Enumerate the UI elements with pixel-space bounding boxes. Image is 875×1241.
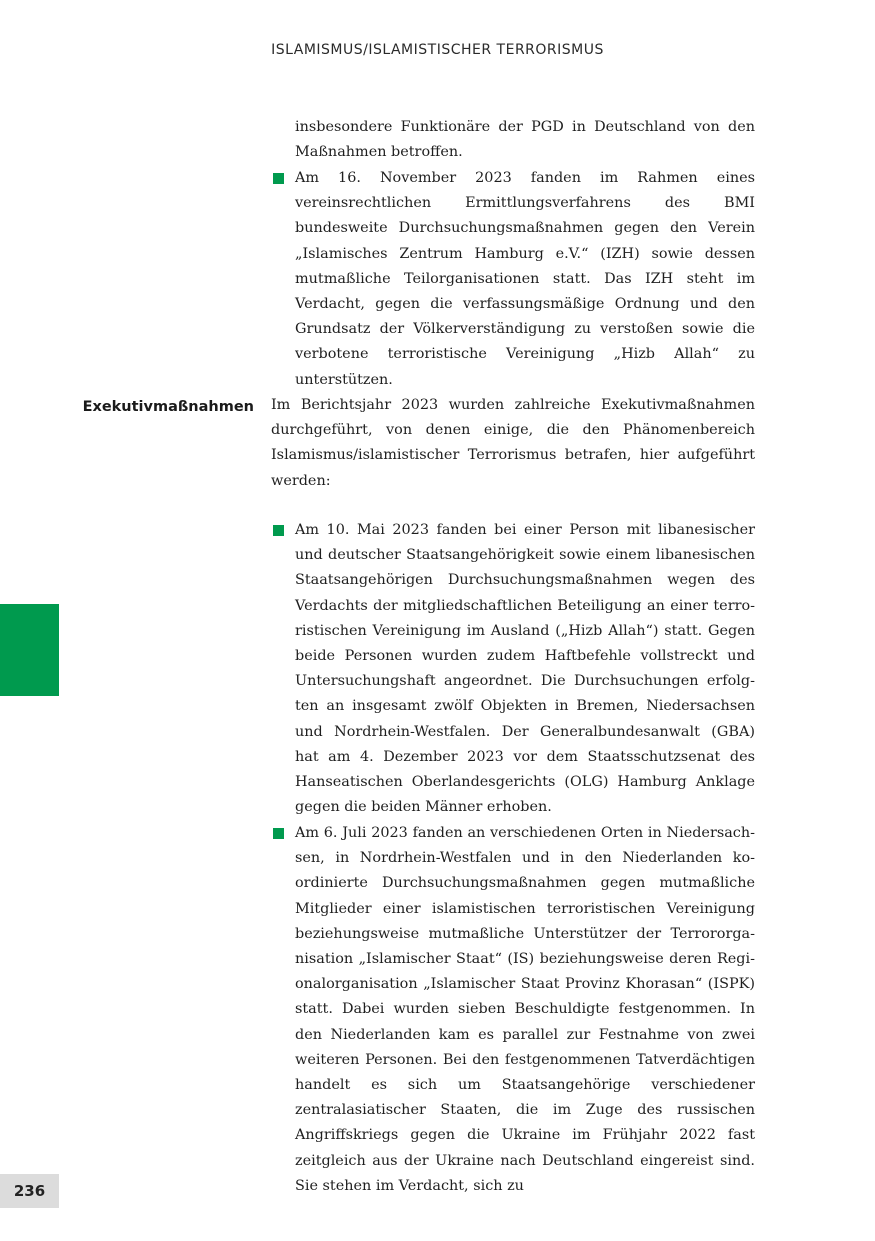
- green-square-bullet-icon: [273, 828, 284, 839]
- page-number: 236: [0, 1174, 59, 1208]
- list-item-july: [271, 821, 755, 1199]
- list-item-may: [271, 518, 755, 820]
- green-square-bullet-icon: [273, 525, 284, 536]
- list-item-text: Am 6. Juli 2023 fanden an verschiedenen Orten in Niedersachsen, in Nordrhein-Westfalen und in den Niederlanden koordinierte Durchsuchungsmaßnahmen gegen mutmaßliche Mitglieder einer islamistischen terroristischen Vereinigung beziehungsweise mutmaßliche Unterstützer der Terrororganisation „Islamischer Staat“ (IS) beziehungsweise deren Regionalorganisation „Islamischer Staat Provinz Khorasan“ (ISPK) statt. Dabei wurden sieben Beschuldigte festgenommen. In den Niederlanden kam es parallel zur Festnahme von zwei weiteren Personen. Bei den festgenommenen Tatverdächtigen handelt es sich um Staatsangehörige verschiedener zentralasiatischer Staaten, die im Zuge des russischen Angriffskriegs gegen die Ukraine im Frühjahr 2022 fast zeitgleich aus der Ukraine nach Deutschland eingereist sind. Sie stehen im Verdacht, sich zu: [295, 825, 755, 1194]
- continued-paragraph: insbesondere Funktionäre der PGD in Deutschland von den Maßnahmen betroffen.: [295, 119, 755, 161]
- list-item-text: Am 16. November 2023 fanden im Rahmen eines vereinsrechtlichen Ermittlungsverfahrens des BMI bundesweite Durchsuchungsmaßnahmen gegen den Verein „Islamisches Zentrum Hamburg e.V.“ (IZH) sowie dessen mutmaßliche Teilorganisationen statt. Das IZH steht im Verdacht, gegen die verfassungsmäßige Ordnung und den Grundsatz der Völkerverständigung zu verstoßen sowie die verbotene terroristische Vereinigung „Hizb Allah“ zu unterstützen.: [295, 170, 755, 388]
- chapter-tab-marker: [0, 604, 59, 696]
- green-square-bullet-icon: [273, 173, 284, 184]
- list-item-text: Am 10. Mai 2023 fanden bei einer Person mit libanesischer und deutscher Staatsangehörigkeit sowie einem libanesischen Staatsangehörigen Durchsuchungsmaßnahmen wegen des Verdachts der mitgliedschaftlichen Beteiligung an einer terroristischen Vereinigung im Ausland („Hizb Allah“) statt. Gegen beide Personen wurden zudem Haftbefehle vollstreckt und Untersuchungshaft angeordnet. Die Durchsuchungen erfolgten an insgesamt zwölf Objekten in Bremen, Niedersachsen und Nordrhein-Westfalen. Der Generalbundesanwalt (GBA) hat am 4. Dezember 2023 vor dem Staatsschutzsenat des Hanseatischen Oberlandesgerichts (OLG) Hamburg Anklage gegen die beiden Männer erhoben.: [295, 522, 755, 816]
- side-heading: Exekutivmaßnahmen: [82, 399, 254, 415]
- running-head: ISLAMISMUS/ISLAMISTISCHER TERRORISMUS: [271, 42, 604, 58]
- intro-paragraph: Im Berichtsjahr 2023 wurden zahlreiche Exekutivmaßnahmen durchgeführt, von denen einige, die den Phänomenbereich Islamismus/islamistischer Terrorismus betrafen, hier aufgeführt werden:: [271, 397, 755, 489]
- list-item-izh: [271, 166, 755, 393]
